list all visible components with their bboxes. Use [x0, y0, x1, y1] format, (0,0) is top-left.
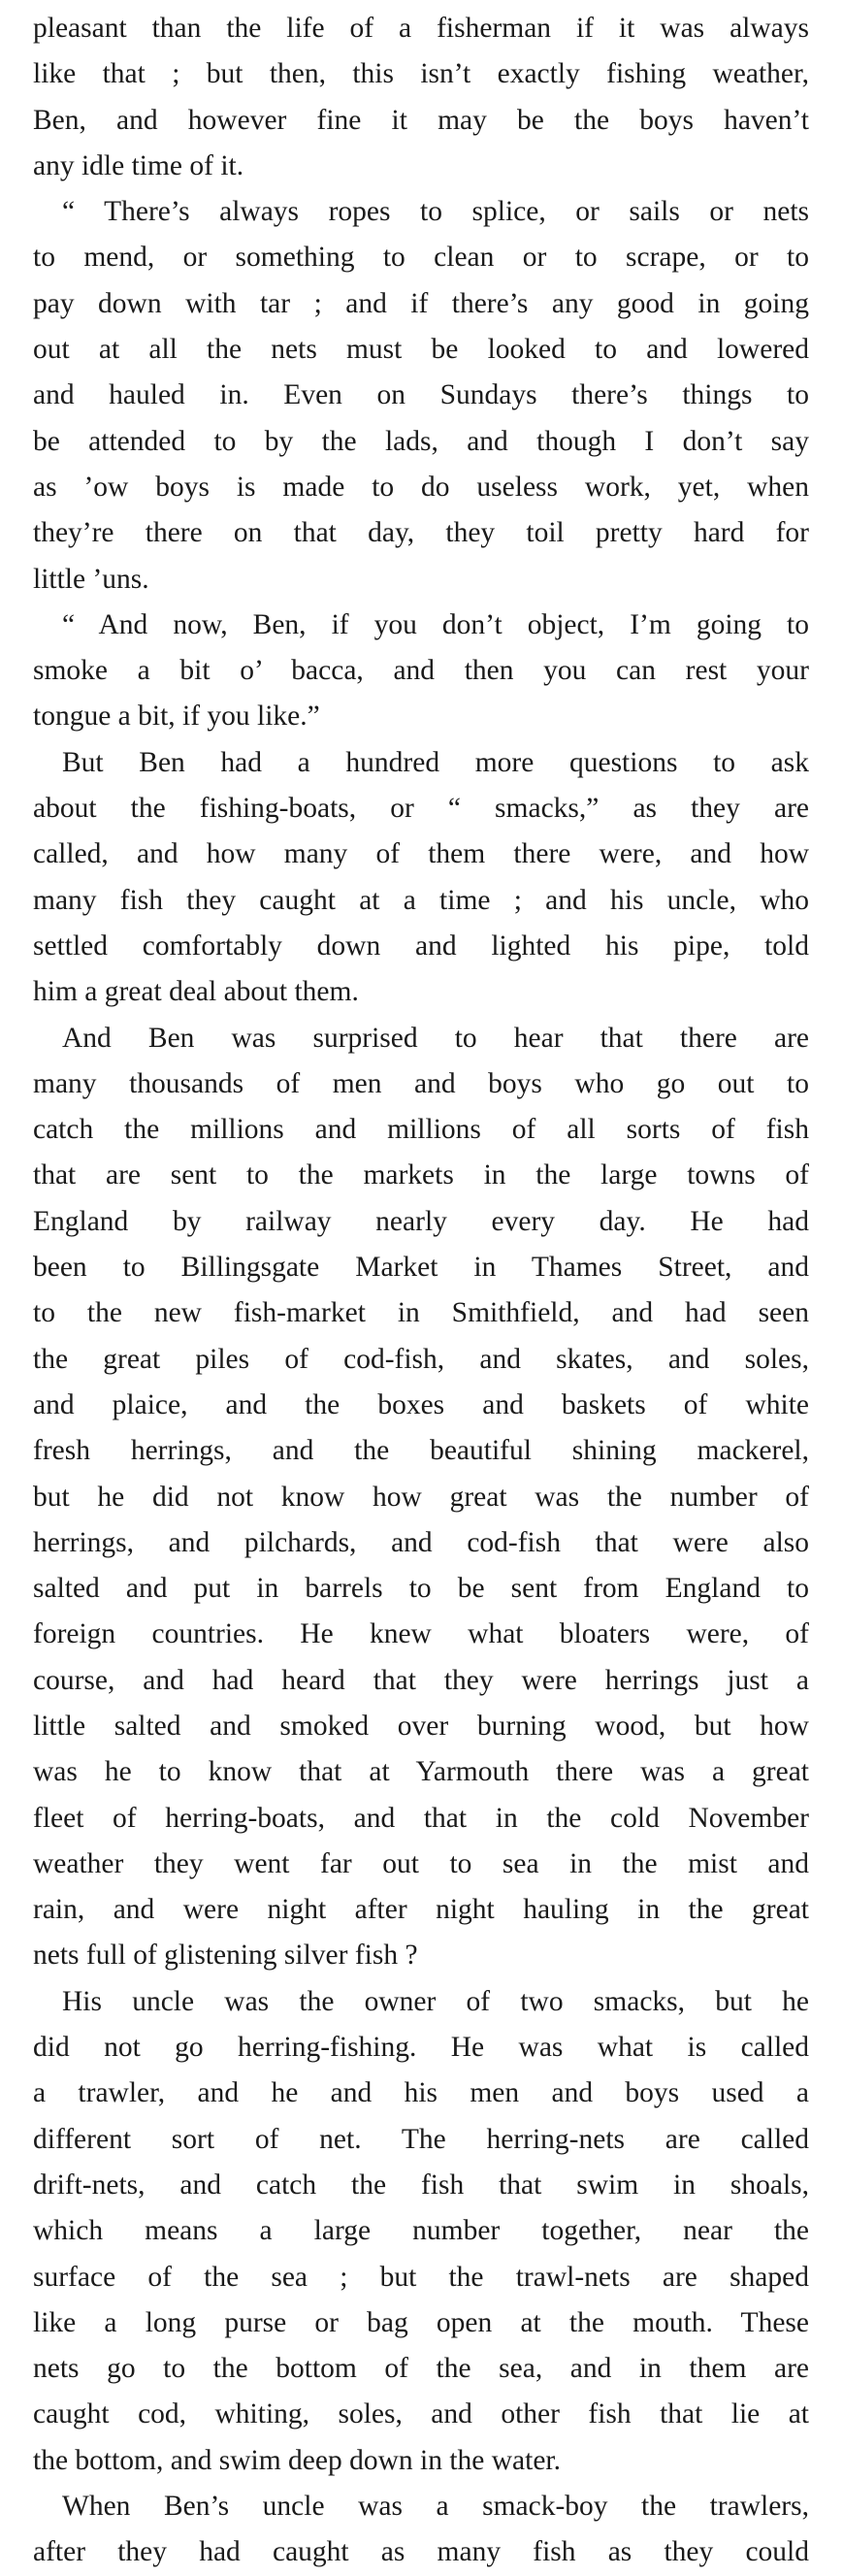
text-line: like a long purse or bag open at the mouth. These: [33, 2306, 809, 2338]
text-line: little ’uns.: [33, 563, 149, 595]
text-line: “ And now, Ben, if you don’t object, I’m going to: [62, 608, 809, 640]
text-line: fresh herrings, and the beautiful shining mackerel,: [33, 1435, 809, 1467]
text-line: after they had caught as many fish as they could: [33, 2536, 809, 2568]
text-line: Ben, and however fine it may be the boys haven’t: [33, 104, 809, 136]
text-line: course, and had heard that they were herrings just a: [33, 1664, 809, 1696]
paragraph: [33, 603, 843, 740]
text-line: surface of the sea ; but the trawl-nets are shaped: [33, 2261, 809, 2293]
text-line: was he to know that at Yarmouth there was a great: [33, 1756, 809, 1788]
paragraph: [33, 189, 843, 603]
paragraph: [33, 740, 843, 1016]
text-line: that are sent to the markets in the large towns of: [33, 1159, 809, 1191]
text-line: nets full of glistening silver fish ?: [33, 1940, 418, 1972]
text-line: His uncle was the owner of two smacks, but he: [62, 1985, 809, 2017]
text-line: out at all the nets must be looked to and lowered: [33, 334, 809, 366]
text-line: fleet of herring-boats, and that in the cold November: [33, 1802, 809, 1834]
text-line: smoke a bit o’ bacca, and then you can rest your: [33, 655, 809, 687]
text-line: many fish they caught at a time ; and his uncle, who: [33, 884, 809, 916]
text-line: like that ; but then, this isn’t exactly fishing weather,: [33, 58, 809, 90]
text-line: the bottom, and swim deep down in the water.: [33, 2444, 562, 2476]
text-line: When Ben’s uncle was a smack-boy the trawlers,: [62, 2491, 809, 2523]
text-line: and hauled in. Even on Sundays there’s things to: [33, 379, 809, 411]
text-line: caught cod, whiting, soles, and other fish that lie at: [33, 2398, 809, 2430]
text-line: weather they went far out to sea in the mist and: [33, 1847, 809, 1879]
text-line: which means a large number together, near the: [33, 2215, 809, 2247]
text-line: rain, and were night after night hauling in the great: [33, 1894, 809, 1926]
text-line: herrings, and pilchards, and cod-fish that were also: [33, 1526, 809, 1558]
text-line: foreign countries. He knew what bloaters were, of: [33, 1618, 809, 1650]
text-line: But Ben had a hundred more questions to ask: [62, 746, 809, 778]
text-line: the great piles of cod-fish, and skates, and soles,: [33, 1343, 809, 1375]
text-line: a trawler, and he and his men and boys used a: [33, 2077, 809, 2109]
text-line: called, and how many of them there were, and how: [33, 838, 809, 870]
text-line: pleasant than the life of a fisherman if it was always: [33, 13, 809, 44]
text-line: did not go herring-fishing. He was what is called: [33, 2032, 809, 2064]
text-line: to the new fish-market in Smithfield, and had seen: [33, 1297, 809, 1329]
text-line: settled comfortably down and lighted his pipe, told: [33, 929, 809, 962]
text-line: about the fishing-boats, or “ smacks,” as they are: [33, 793, 809, 825]
body-text: [33, 6, 843, 2576]
text-line: to mend, or something to clean or to scrape, or to: [33, 242, 809, 274]
text-line: catch the millions and millions of all sorts of fish: [33, 1114, 809, 1146]
text-line: nets go to the bottom of the sea, and in them are: [33, 2353, 809, 2385]
paragraph: [33, 1979, 843, 2484]
text-line: pay down with tar ; and if there’s any good in going: [33, 287, 809, 319]
text-line: be attended to by the lads, and though I don’t say: [33, 425, 809, 457]
text-line: any idle time of it.: [33, 149, 244, 181]
text-line: different sort of net. The herring-nets are called: [33, 2123, 809, 2155]
paragraph: [33, 6, 843, 189]
text-line: salted and put in barrels to be sent from England to: [33, 1573, 809, 1605]
text-line: drift-nets, and catch the fish that swim in shoals,: [33, 2168, 809, 2201]
text-line: him a great deal about them.: [33, 976, 359, 1008]
text-line: and plaice, and the boxes and baskets of white: [33, 1388, 809, 1420]
text-line: but he did not know how great was the number of: [33, 1481, 809, 1513]
text-line: as ’ow boys is made to do useless work, yet, when: [33, 471, 809, 503]
text-line: many thousands of men and boys who go out to: [33, 1067, 809, 1099]
text-line: little salted and smoked over burning wood, but how: [33, 1710, 809, 1742]
paragraph: [33, 2484, 843, 2576]
text-line: “ There’s always ropes to splice, or sails or nets: [62, 196, 809, 228]
text-line: And Ben was surprised to hear that there are: [62, 1022, 809, 1054]
text-line: tongue a bit, if you like.”: [33, 701, 320, 733]
text-line: England by railway nearly every day. He had: [33, 1205, 809, 1237]
text-line: been to Billingsgate Market in Thames Street, and: [33, 1252, 809, 1284]
text-line: they’re there on that day, they toil pretty hard for: [33, 517, 809, 549]
paragraph: [33, 1016, 843, 1979]
